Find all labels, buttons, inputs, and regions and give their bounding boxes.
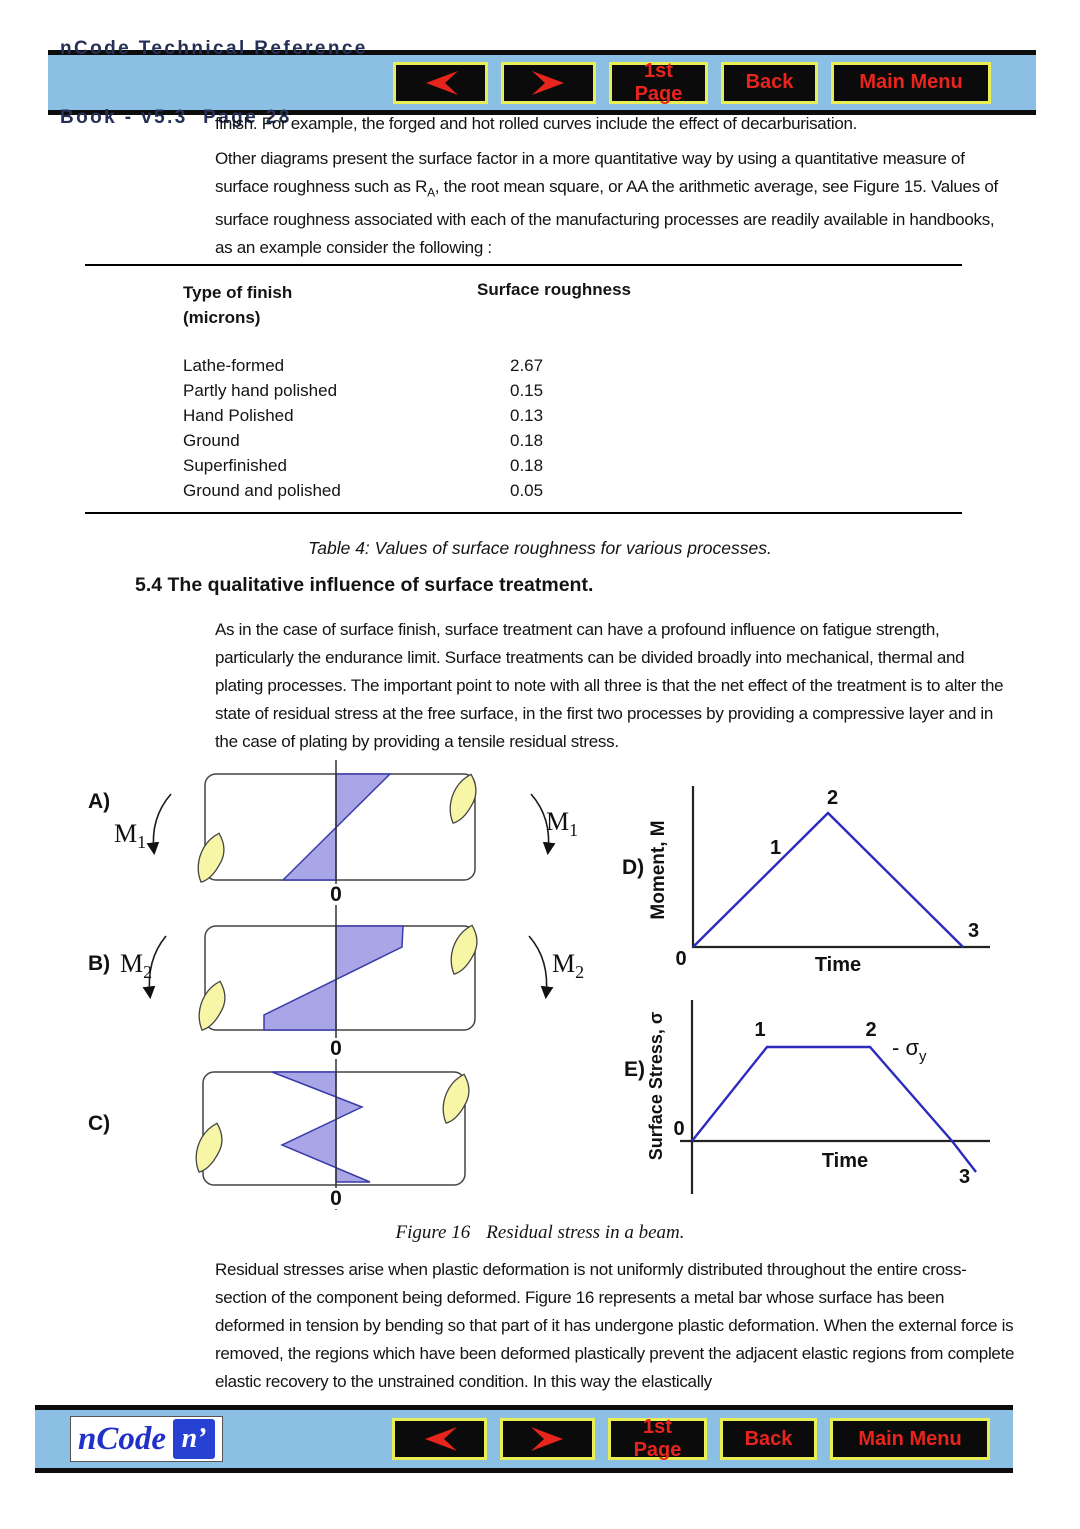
graph-d-line: [693, 813, 963, 947]
moment-m2-left: $M_2$: [120, 949, 153, 982]
graph-d-ylabel: Moment, M: [648, 820, 669, 920]
document-title-line2: Book - v5.3 Page 28: [60, 106, 292, 128]
ncode-logo-text: nCode: [78, 1420, 167, 1457]
table-row: Hand Polished 0.13: [183, 406, 544, 425]
moment-m1-right: $M_1$: [546, 807, 579, 840]
ncode-logo-mark: n’: [173, 1419, 215, 1459]
zero-label-b: 0: [330, 1037, 342, 1060]
subscript-a: A: [427, 185, 435, 200]
previous-arrow-icon: [419, 1425, 461, 1453]
label-b: B): [88, 952, 111, 975]
zero-label-c: 0: [330, 1187, 342, 1210]
zero-label-a: 0: [330, 883, 342, 906]
ncode-logo: [70, 1416, 223, 1462]
moment-arrow-a-left: [153, 794, 171, 852]
paragraph-4: Residual stresses arise when plastic deformation is not uniformly distributed throughout the entire cross-section of the component being deformed. Figure 16 represents a metal bar whose surface has been deformed in tension by bending so that part of it has undergone plastic deformation. When the external force is removed, the regions which have been deformed plastically prevent the adjacent elastic regions from complete elastic recovery to the unstrained condition. In this way the elastically: [215, 1260, 1015, 1391]
label-d: D): [622, 856, 645, 879]
col1-header-line1: Type of finish: [183, 283, 293, 302]
next-arrow-icon: [527, 1425, 569, 1453]
table-row: Partly hand polished 0.15: [183, 381, 544, 400]
figure-caption-text: Residual stress in a beam.: [486, 1222, 685, 1243]
paragraph-2-text: Other diagrams present the surface factor in a more quantitative way by using a quantitative measure of surface roughness such as R: [215, 149, 965, 196]
header-nav: [393, 59, 991, 105]
table-body: [183, 353, 962, 503]
next-page-button[interactable]: [500, 1418, 595, 1460]
table-row: Ground 0.18: [183, 431, 544, 450]
figure-caption: [0, 1222, 1080, 1244]
back-button[interactable]: Back: [720, 1418, 817, 1460]
yield-stress-label: - $\sigma_y$: [892, 1035, 927, 1065]
beam-outlines: [203, 774, 475, 1185]
graph-d-point-3: 3: [968, 920, 980, 942]
table-row: Ground and polished 0.05: [183, 481, 544, 500]
graph-d-point-2: 2: [827, 787, 839, 809]
graph-d-point-1: 1: [770, 837, 782, 859]
graph-e-point-2: 2: [865, 1019, 877, 1041]
moment-m1-left: $M_1$: [114, 819, 147, 852]
footer-nav: [392, 1418, 990, 1460]
first-page-button[interactable]: 1st Page: [609, 62, 708, 104]
main-menu-button[interactable]: Main Menu: [831, 62, 991, 104]
col2-header: Surface roughness: [477, 280, 631, 299]
table-caption: Table 4: Values of surface roughness for various processes.: [308, 538, 772, 558]
graph-e-xlabel: Time: [821, 1150, 869, 1172]
paragraph-1: finish. For example, the forged and hot rolled curves include the effect of decarburisation.: [215, 114, 858, 133]
label-a: A): [88, 790, 111, 813]
graph-e-ylabel: Surface Stress, σ: [646, 1011, 666, 1161]
next-page-button[interactable]: [501, 62, 596, 104]
label-c: C): [88, 1112, 111, 1135]
graph-e-point-1: 1: [754, 1019, 766, 1041]
footer-bar: [35, 1405, 1013, 1473]
main-menu-button[interactable]: Main Menu: [830, 1418, 990, 1460]
label-e: E): [624, 1058, 645, 1081]
table-row: Superfinished 0.18: [183, 456, 544, 475]
paragraph-2: [215, 145, 1015, 262]
moment-arrow-b-right: [529, 936, 547, 996]
document-title-line1: nCode Technical Reference: [60, 37, 368, 59]
paragraph-2-rest: , the root mean square, or AA the arithmetic average, see Figure 15. Values of surface roughness associated with each of the manufacturing processes are readily available in handbooks, as an example consider the following :: [215, 177, 998, 258]
surface-roughness-table: [85, 264, 962, 514]
prev-page-button[interactable]: [393, 62, 488, 104]
table-row: Lathe-formed 2.67: [183, 356, 544, 375]
graph-d-xlabel: Time: [814, 954, 862, 976]
previous-arrow-icon: [420, 69, 462, 97]
col1-header-line2: (microns): [183, 308, 261, 327]
graph-d: [622, 786, 990, 976]
figure-16: [70, 758, 1050, 1215]
paragraph-3: As in the case of surface finish, surface treatment can have a profound influence on fatigue strength, particularly the endurance limit. Surface treatments can be divided broadly into mechanical, thermal and plating processes. The important point to note with all three is that the net effect of the treatment is to alter the state of residual stress at the free surface, in the first two processes by providing a compressive layer and in the case of plating by providing a tensile residual stress.: [215, 620, 1004, 751]
graph-e-point-3: 3: [959, 1166, 971, 1188]
moment-m2-right: $M_2$: [552, 949, 585, 982]
graph-d-axes: [693, 786, 990, 947]
section-heading: 5.4 The qualitative influence of surface treatment.: [135, 574, 594, 596]
graph-e-origin: 0: [673, 1118, 685, 1140]
prev-page-button[interactable]: [392, 1418, 487, 1460]
graph-d-origin: 0: [675, 948, 687, 970]
back-button[interactable]: Back: [721, 62, 818, 104]
table-header: [183, 280, 962, 330]
graph-e: [624, 1000, 990, 1194]
next-arrow-icon: [528, 69, 570, 97]
figure-caption-label: Figure 16: [395, 1222, 471, 1243]
first-page-button[interactable]: 1st Page: [608, 1418, 707, 1460]
